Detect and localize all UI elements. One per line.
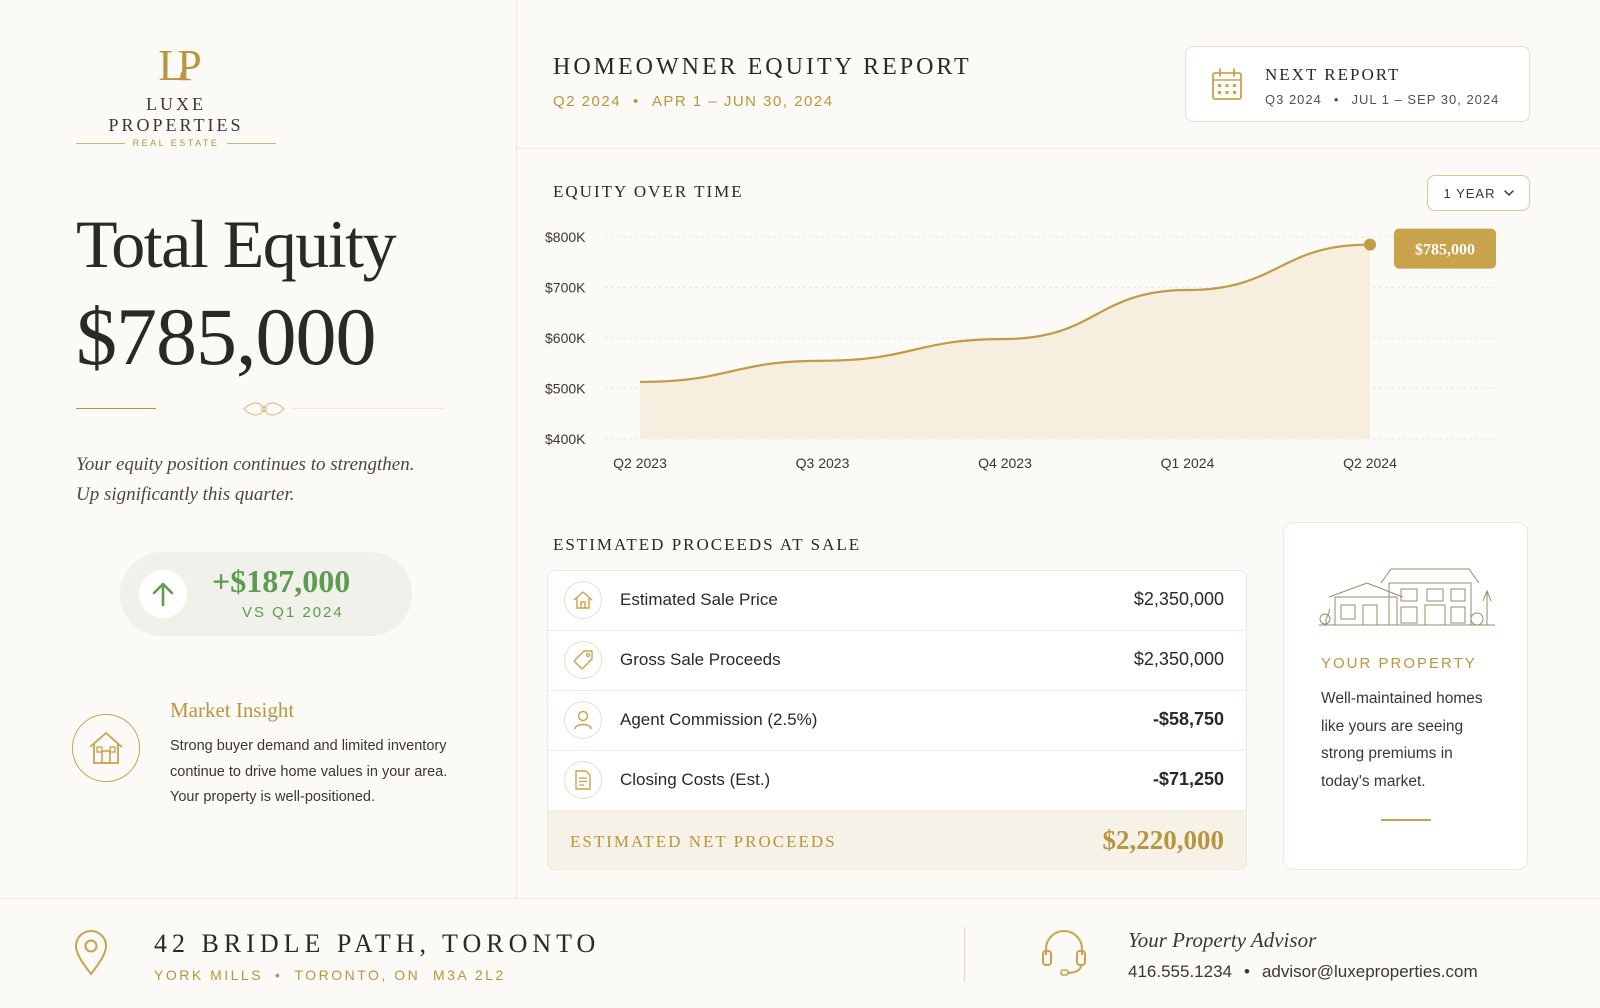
house-icon — [72, 714, 140, 782]
y-tick-label: $500K — [545, 380, 586, 397]
logo-mark: LP — [158, 41, 194, 90]
chevron-down-icon — [1504, 190, 1514, 197]
x-tick-label: Q3 2023 — [795, 455, 850, 471]
x-tick-label: Q2 2023 — [613, 455, 667, 471]
data-point-last — [1364, 239, 1376, 251]
next-report-period: Q3 2024 • JUL 1 – SEP 30, 2024 — [1265, 92, 1500, 107]
summary-panel — [0, 0, 517, 898]
equity-change-comparison: VS Q1 2024 — [242, 604, 344, 621]
equity-area — [640, 245, 1370, 439]
advisor-phone-link[interactable]: 416.555.1234 — [1128, 962, 1232, 981]
y-tick-label: $400K — [545, 431, 586, 447]
time-range-dropdown[interactable] — [1427, 175, 1530, 211]
net-proceeds-label: ESTIMATED NET PROCEEDS — [570, 832, 837, 851]
user-icon — [564, 701, 602, 739]
value-callout — [1394, 229, 1496, 269]
next-report-title: NEXT REPORT — [1265, 65, 1401, 84]
brand-logo[interactable] — [76, 40, 276, 148]
total-equity-label: Total Equity — [76, 206, 396, 282]
market-insight-title: Market Insight — [170, 698, 295, 722]
next-report-card[interactable] — [1185, 46, 1530, 122]
equity-chart — [545, 220, 1535, 490]
net-proceeds-row — [548, 811, 1247, 870]
footer — [0, 899, 1600, 1008]
property-title: YOUR PROPERTY — [1321, 655, 1477, 672]
x-tick-label: Q4 2023 — [978, 455, 1032, 471]
calendar-icon — [1211, 67, 1243, 101]
x-tick-label: Q2 2024 — [1343, 455, 1397, 471]
report-title: HOMEOWNER EQUITY REPORT — [553, 54, 972, 80]
y-tick-label: $700K — [545, 279, 586, 296]
ornament-divider — [76, 398, 446, 420]
equity-change-amount: +$187,000 — [212, 563, 351, 599]
market-insight-text: Strong buyer demand and limited inventory continue to drive home values in your area. Your property is well-positioned. — [170, 738, 448, 805]
total-equity-value: $785,000 — [76, 291, 376, 382]
proceeds-table — [547, 570, 1247, 870]
table-row: Agent Commission (2.5%) -$58,750 — [548, 691, 1247, 751]
brand-tagline: REAL ESTATE — [132, 138, 220, 148]
x-tick-label: Q1 2024 — [1160, 455, 1215, 471]
table-row: Estimated Sale Price $2,350,000 — [548, 571, 1247, 631]
chart-title: EQUITY OVER TIME — [553, 182, 744, 201]
report-period: Q2 2024 • APR 1 – JUN 30, 2024 — [553, 93, 834, 110]
property-card — [1283, 522, 1528, 870]
arrow-up-icon — [139, 570, 187, 618]
property-text: Well-maintained homes like yours are seeing strong premiums in today's market. — [1321, 690, 1483, 790]
ornament-icon — [241, 398, 287, 420]
callout-label: $785,000 — [1415, 241, 1475, 259]
y-tick-label: $600K — [545, 330, 586, 346]
property-location: YORK MILLS • TORONTO, ON M3A 2L2 — [154, 967, 506, 983]
advisor-contact: 416.555.1234 • advisor@luxeproperties.com — [1128, 962, 1478, 981]
equity-change-badge — [120, 552, 412, 636]
time-range-value: 1 YEAR — [1443, 185, 1496, 201]
house-illustration — [1319, 561, 1495, 631]
advisor-email-link[interactable]: advisor@luxeproperties.com — [1261, 962, 1478, 981]
y-tick-label: $800K — [545, 229, 586, 245]
table-row: Gross Sale Proceeds $2,350,000 — [548, 631, 1247, 691]
equity-message: Your equity position continues to strengthen. Up significantly this quarter. — [76, 454, 415, 505]
document-icon — [564, 761, 602, 799]
location-pin-icon — [73, 929, 109, 977]
proceeds-title: ESTIMATED PROCEEDS AT SALE — [553, 535, 862, 554]
brand-name: LUXE PROPERTIES — [108, 94, 244, 135]
property-address: 42 BRIDLE PATH, TORONTO — [154, 929, 601, 958]
home-icon — [564, 581, 602, 619]
tag-icon — [564, 641, 602, 679]
headset-icon — [1040, 927, 1088, 977]
advisor-title: Your Property Advisor — [1128, 928, 1317, 952]
table-row: Closing Costs (Est.) -$71,250 — [548, 751, 1247, 811]
net-proceeds-value: $2,220,000 — [1102, 825, 1224, 855]
